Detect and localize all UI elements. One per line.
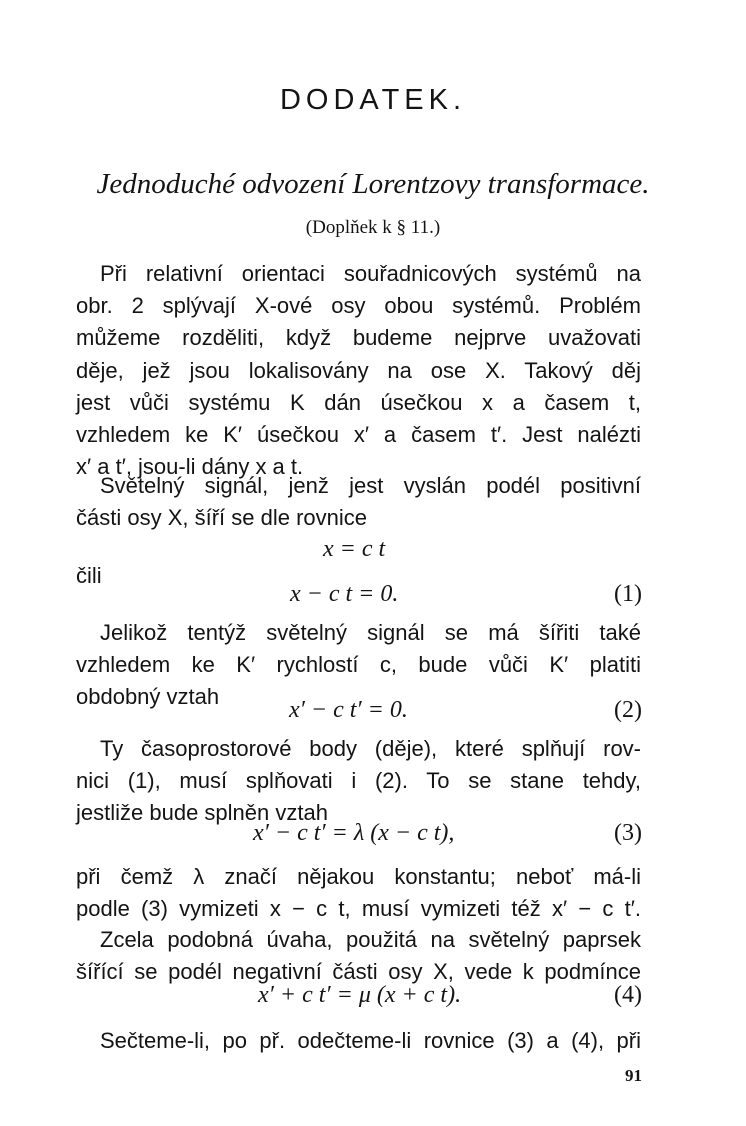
supplement-note: (Doplňek k § 11.) [305, 217, 441, 238]
text-line: obr. 2 splývají X-ové osy obou systémů. Problém [76, 293, 641, 319]
equation-1: x − c t = 0. [290, 581, 399, 607]
text-line: nici (1), musí splňovati i (2). To se stane tehdy, [76, 768, 641, 794]
page-number: 91 [625, 1066, 642, 1085]
paragraph-4 [76, 733, 641, 830]
text-line: části osy X, šíří se dle rovnice [76, 505, 367, 531]
text-line: Světelný signál, jenž jest vyslán podél positivní [100, 473, 641, 498]
equation-2-number: (2) [614, 697, 642, 723]
paragraph-6 [76, 924, 641, 988]
text-line: x′ a t′, jsou-li dány x a t. [76, 454, 304, 480]
text-line: můžeme rozděliti, když budeme nejprve uvažovati [76, 325, 641, 351]
text-line: Ty časoprostorové body (děje), které splňují rov- [100, 736, 641, 761]
equation-3-number: (3) [614, 820, 642, 846]
text-line: Při relativní orientaci souřadnicových systémů na [100, 261, 641, 286]
text-line: obdobný vztah [76, 684, 220, 710]
equation-1-number: (1) [614, 581, 642, 607]
equation-2: x′ − c t′ = 0. [289, 697, 408, 723]
paragraph-7 [76, 1025, 641, 1057]
text-line: podle (3) vymizeti x − c t, musí vymizeti též x′ − c t′. [76, 896, 641, 922]
text-line: při čemž λ značí nějakou konstantu; neboť má-li [76, 864, 641, 889]
paragraph-2 [76, 470, 641, 534]
text-line: jestliže bude splněn vztah [76, 800, 328, 826]
paragraph-1 [76, 258, 641, 483]
text-line: Jelikož tentýž světelný signál se má šířiti také [100, 620, 641, 645]
text-cili: čili [76, 563, 102, 588]
section-heading: DODATEK. [279, 84, 467, 116]
equation-0: x = c t [323, 536, 386, 562]
paragraph-5 [76, 861, 641, 925]
text-line: vzhledem ke K′ úsečkou x′ a časem t′. Jest nalézti [76, 422, 641, 448]
equation-4-number: (4) [614, 982, 642, 1008]
equation-4: x′ + c t′ = μ (x + c t). [258, 982, 462, 1008]
text-line: Sečteme-li, po př. odečteme-li rovnice (3) a (4), při [100, 1028, 641, 1053]
text-line: děje, jež jsou lokalisovány na ose X. Takový děj [76, 357, 641, 383]
text-line: šířící se podél negativní části osy X, vede k podmínce [76, 959, 641, 985]
equation-3: x′ − c t′ = λ (x − c t), [253, 820, 455, 846]
text-line: Zcela podobná úvaha, použitá na světelný paprsek [100, 927, 641, 952]
text-line: jest vůči systému K dán úsečkou x a časem t, [76, 389, 641, 415]
text-line: vzhledem ke K′ rychlostí c, bude vůči K′ platiti [76, 652, 641, 678]
section-subtitle: Jednoduché odvození Lorentzovy transformace. [96, 168, 650, 200]
